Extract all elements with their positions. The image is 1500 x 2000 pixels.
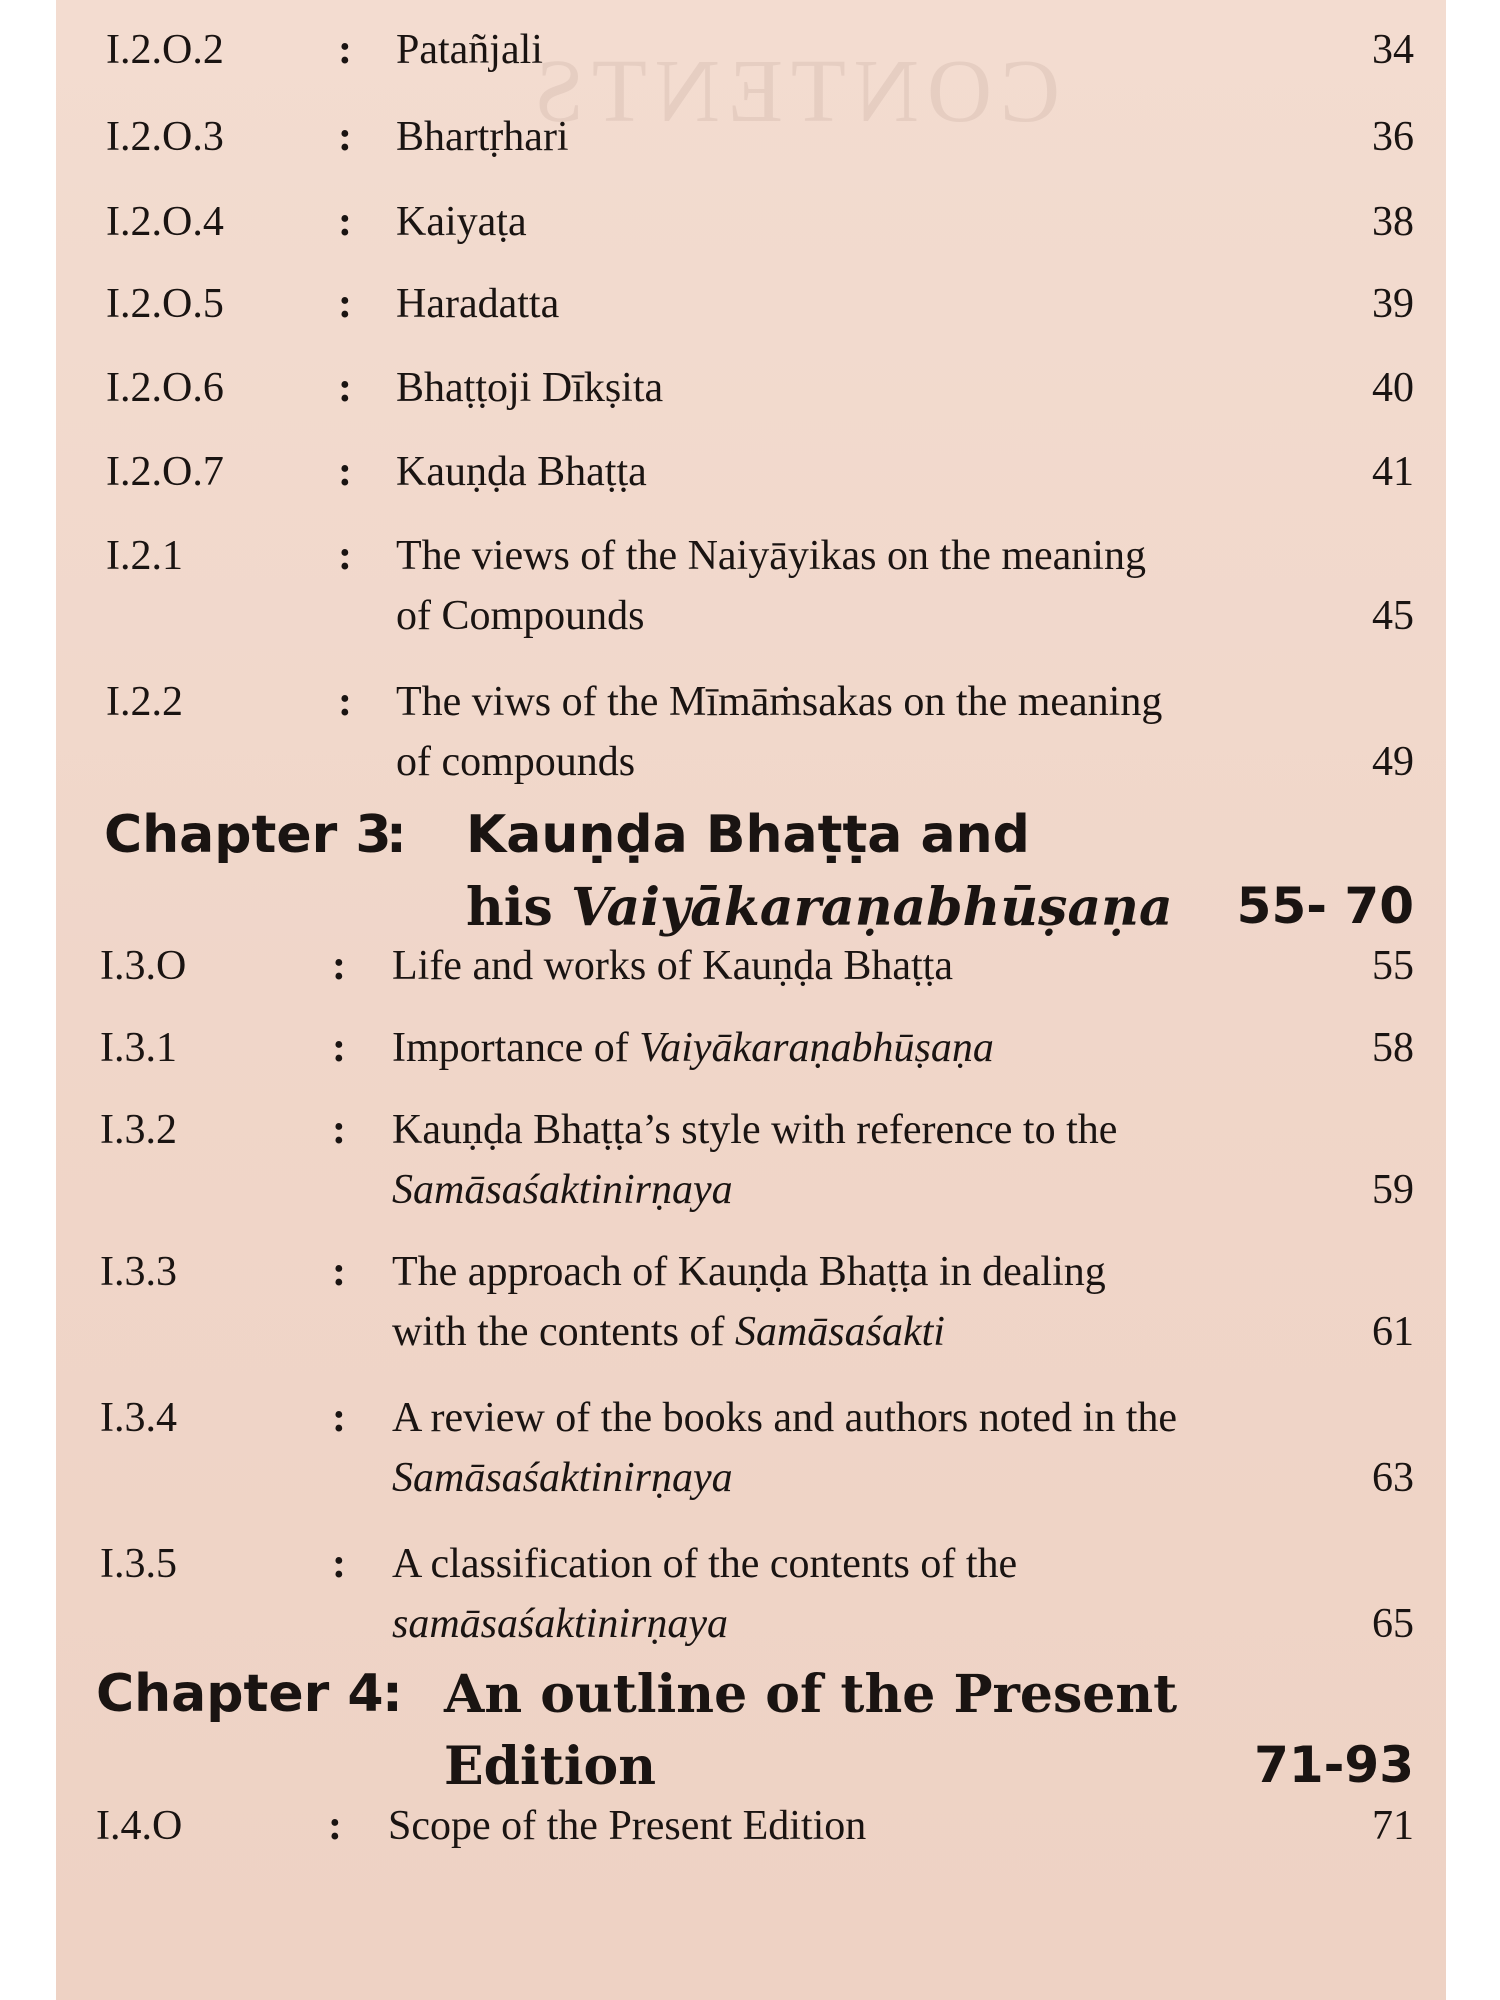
section-title: Haradatta [396,281,560,327]
separator: : [386,805,407,865]
separator: : [382,1664,403,1724]
section-title-italic: Vaiyākaraṇabhūṣaṇa [639,1025,994,1071]
chapter-title-continued [466,877,1173,938]
page-number: 71 [1372,1803,1414,1849]
section-title: Kauṇḍa Bhaṭṭa [396,449,647,495]
section-title: The approach of Kauṇḍa Bhaṭṭa in dealing [392,1249,1106,1295]
section-number: I.3.2 [100,1107,177,1153]
separator: : [338,679,352,725]
section-number: I.3.5 [100,1541,177,1587]
page-number: 49 [1372,739,1414,785]
separator: : [338,533,352,579]
chapter-title: Kauṇḍa Bhaṭṭa and [466,805,1030,865]
section-title: Kauṇḍa Bhaṭṭa’s style with reference to the [392,1107,1118,1153]
page-number: 59 [1372,1167,1414,1213]
section-title: Bhaṭṭoji Dīkṣita [396,365,664,411]
separator: : [332,1541,346,1587]
section-number: I.3.4 [100,1395,177,1441]
page-number: 39 [1372,281,1414,327]
page-number: 38 [1372,199,1414,245]
section-title: Kaiyaṭa [396,199,527,245]
section-number: I.2.O.6 [106,365,224,411]
section-number: I.4.O [96,1803,183,1849]
separator: : [338,27,352,73]
section-title: Scope of the Present Edition [388,1803,867,1849]
page-number: 61 [1372,1309,1414,1355]
chapter-label: Chapter 4 [96,1664,384,1724]
separator: : [332,1249,346,1295]
separator: : [332,1395,346,1441]
section-title: Life and works of Kauṇḍa Bhaṭṭa [392,943,953,989]
separator: : [338,449,352,495]
page-number: 41 [1372,449,1414,495]
page-number: 36 [1372,114,1414,160]
separator: : [332,1025,346,1071]
chapter-title: An outline of the Present [444,1664,1178,1725]
section-title: Bhartṛhari [396,114,569,160]
section-title-continued: samāsaśaktinirṇaya [392,1601,728,1647]
separator: : [328,1803,342,1849]
page-number: 55 [1372,943,1414,989]
section-title: Patañjali [396,27,543,73]
separator: : [332,1107,346,1153]
chapter-page-range: 55- 70 [1236,877,1414,935]
chapter-title-prefix: his [466,877,571,938]
section-number: I.2.O.2 [106,27,224,73]
section-number: I.2.O.3 [106,114,224,160]
section-title-prefix: with the contents of [392,1309,735,1355]
chapter-label: Chapter 3 [104,805,392,865]
book-page [56,0,1446,2000]
page-number: 63 [1372,1455,1414,1501]
section-number: I.2.O.4 [106,199,224,245]
chapter-title-continued: Edition [444,1736,657,1797]
bleed-through-heading: CONTENTS [526,42,1060,141]
section-title-continued: Samāsaśaktinirṇaya [392,1455,733,1501]
section-number: I.3.3 [100,1249,177,1295]
section-title-continued: of compounds [396,739,636,785]
section-title [392,1024,994,1072]
section-title: A classification of the contents of the [392,1541,1018,1587]
section-number: I.2.1 [106,533,183,579]
section-title: The views of the Naiyāyikas on the meaning [396,533,1146,579]
section-title: The viws of the Mīmāṁsakas on the meaning [396,679,1163,725]
chapter-title-italic: Vaiyākaraṇabhūṣaṇa [570,877,1173,938]
separator: : [338,114,352,160]
separator: : [338,199,352,245]
page-number: 40 [1372,365,1414,411]
page-number: 58 [1372,1025,1414,1071]
section-number: I.2.2 [106,679,183,725]
section-title-prefix: Importance of [392,1025,640,1071]
section-number: I.2.O.7 [106,449,224,495]
chapter-page-range: 71-93 [1254,1736,1414,1794]
section-title-continued [392,1308,945,1356]
section-title: A review of the books and authors noted in the [392,1395,1177,1441]
separator: : [338,365,352,411]
page-number: 65 [1372,1601,1414,1647]
section-title-continued: of Compounds [396,593,645,639]
section-number: I.3.1 [100,1025,177,1071]
separator: : [338,281,352,327]
page-number: 45 [1372,593,1414,639]
section-number: I.2.O.5 [106,281,224,327]
section-title-continued: Samāsaśaktinirṇaya [392,1167,733,1213]
section-title-italic: Samāsaśakti [734,1309,945,1355]
section-number: I.3.O [100,943,187,989]
page-number: 34 [1372,27,1414,73]
separator: : [332,943,346,989]
